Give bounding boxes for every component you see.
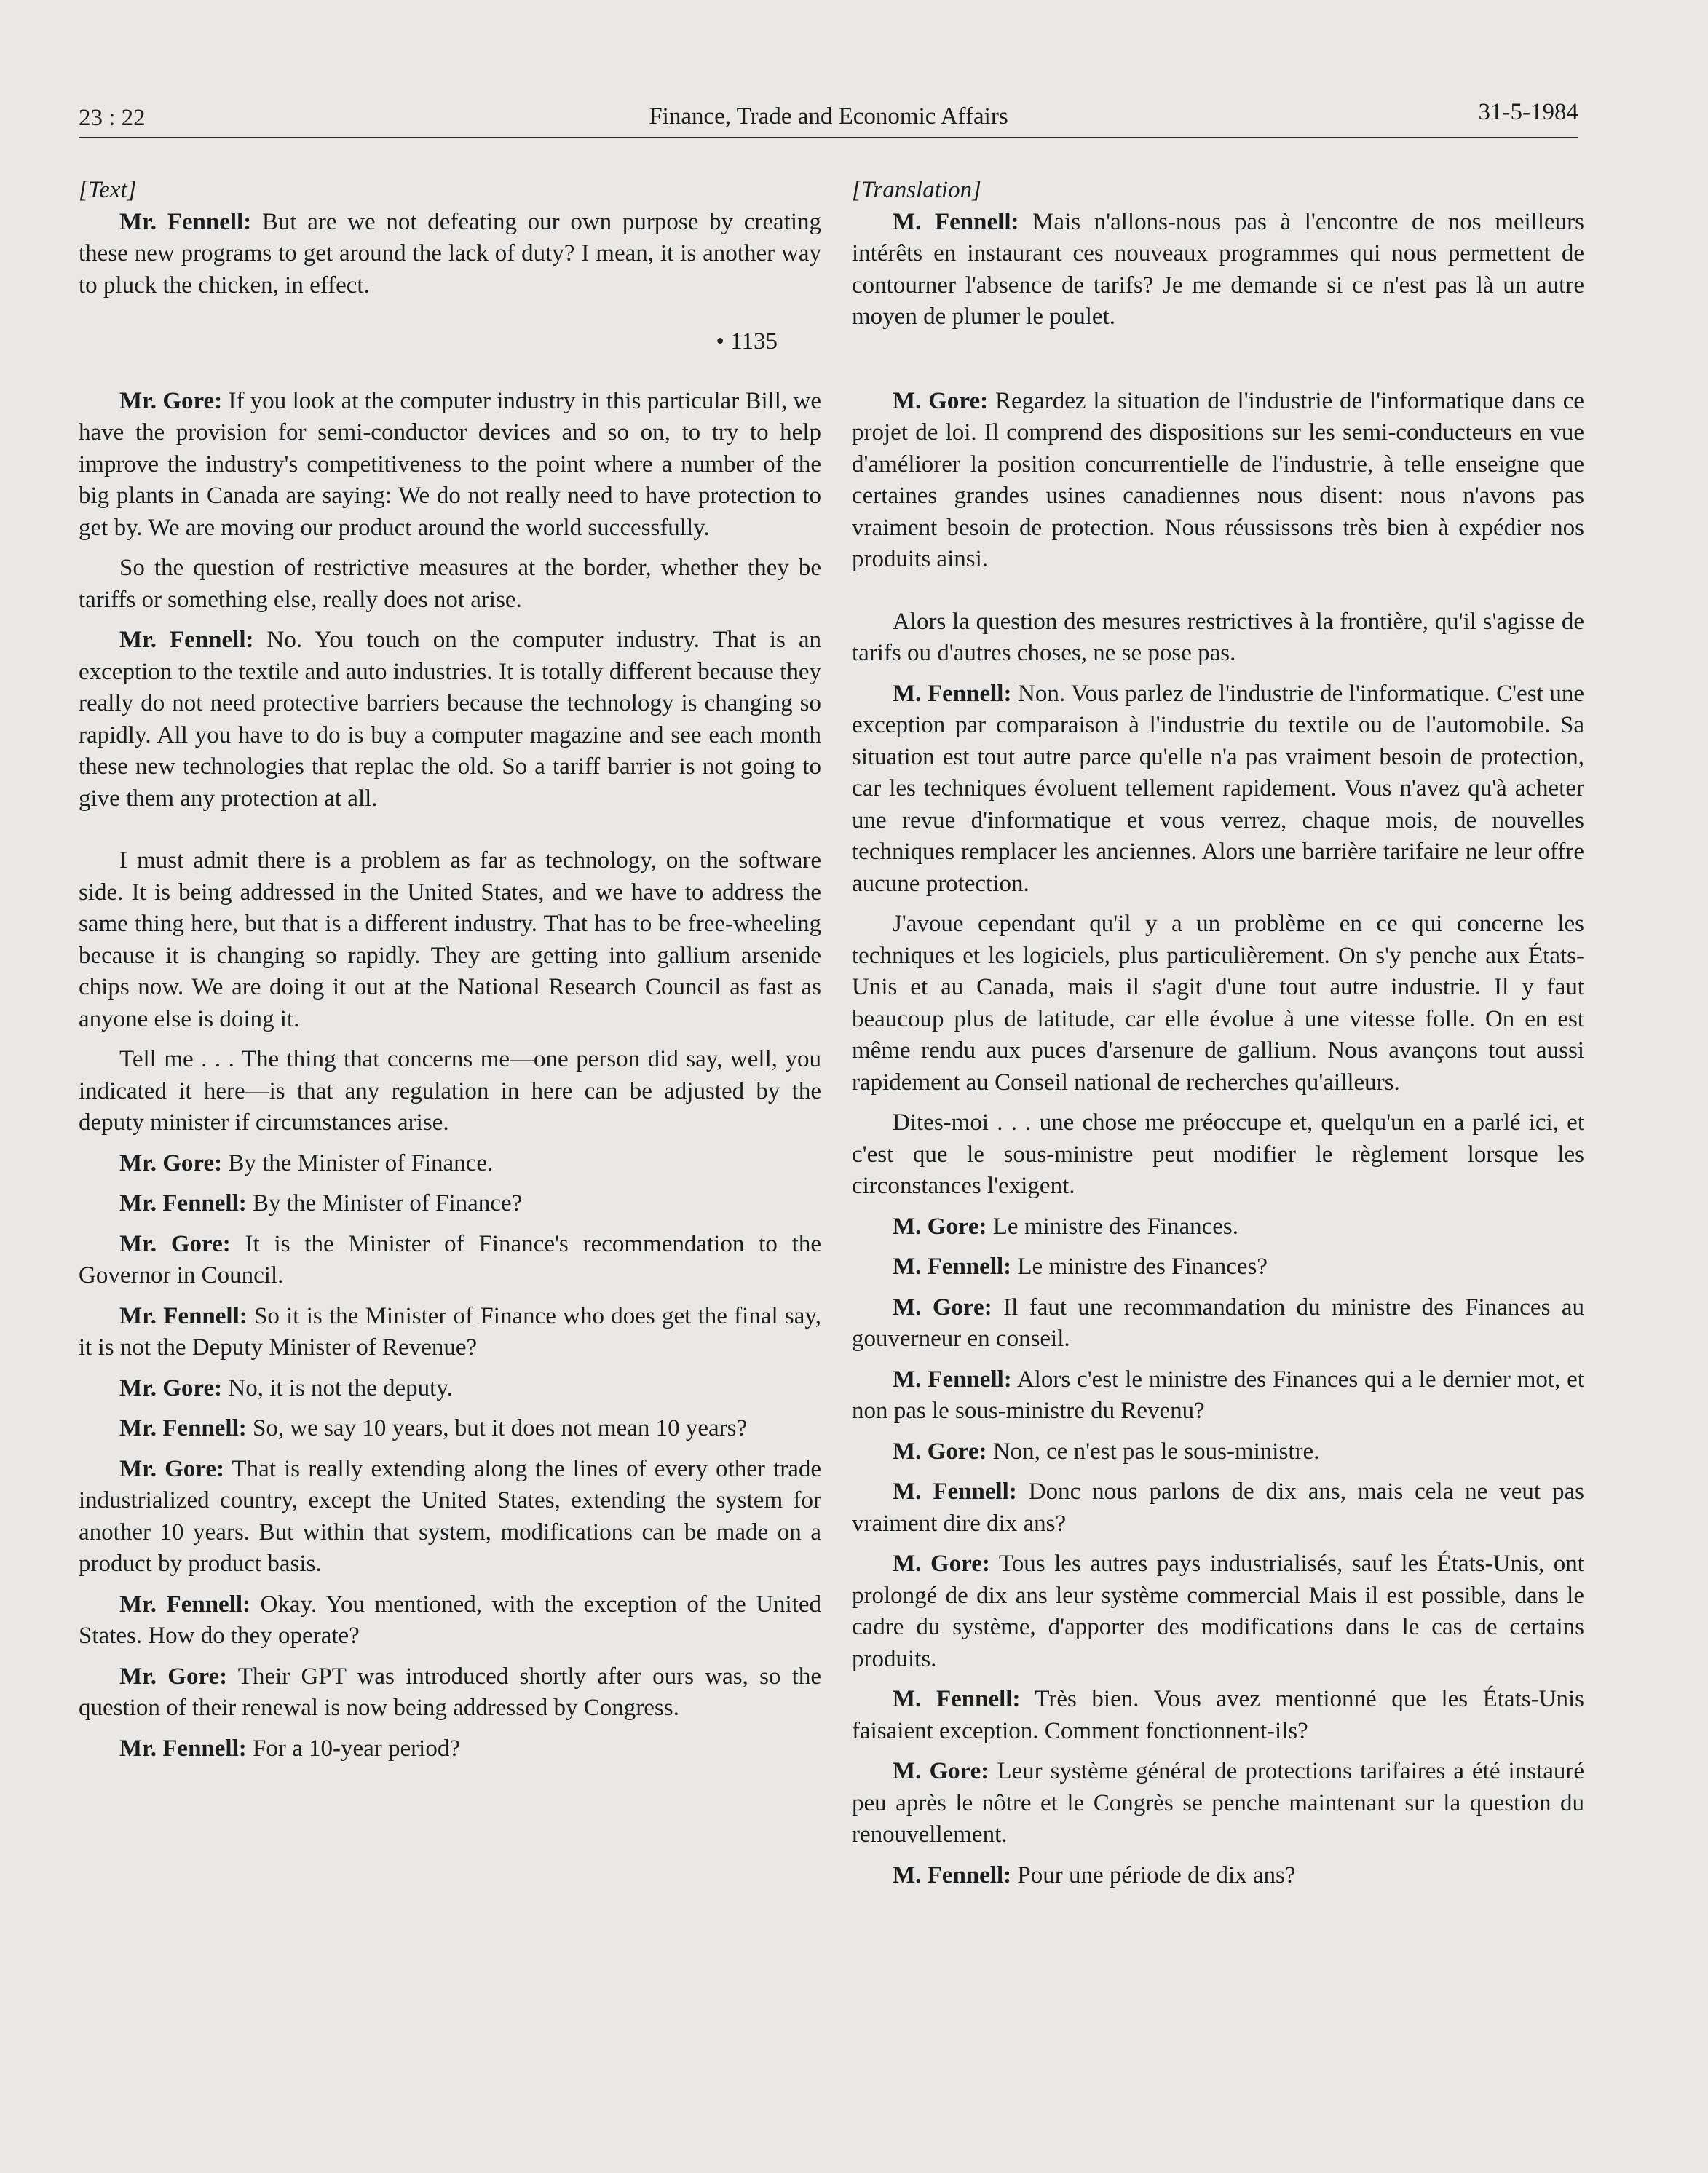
column-label: [Translation] [852, 177, 981, 203]
speaker-name: M. Gore: [893, 1551, 990, 1577]
page-title: Finance, Trade and Economic Affairs [649, 103, 1008, 130]
transcript-paragraph [79, 1148, 821, 1180]
speaker-name: M. Fennell: [893, 1686, 1021, 1712]
paragraph-text: Donc nous parlons de dix ans, mais cela ne veut pas vraiment dire dix ans? [852, 1479, 1584, 1537]
speaker-name: Mr. Gore: [119, 1374, 223, 1401]
english-column [79, 175, 821, 1773]
paragraph-text: It is the Minister of Finance's recommendation to the Governor in Council. [79, 1230, 821, 1289]
page-number: 23 : 22 [79, 105, 146, 131]
speaker-name: M. Gore: [893, 387, 989, 414]
speaker-name: M. Gore: [893, 1758, 989, 1784]
paragraph-text: Alors la question des mesures restrictives à la frontière, qu'il s'agisse de tarifs ou d'autres choses, ne se pose pas. [852, 608, 1584, 666]
speaker-name: Mr. Fennell: [119, 1415, 247, 1441]
paragraph-text: Okay. You mentioned, with the exception of the United States. How do they operate? [79, 1591, 822, 1649]
speaker-name: Mr. Fennell: [119, 1190, 247, 1216]
speaker-name: Mr. Fennell: [119, 1735, 247, 1762]
french-column [852, 175, 1584, 1900]
speaker-name: Mr. Gore: [119, 1230, 231, 1257]
page-date: 31-5-1984 [1478, 99, 1578, 125]
transcript-paragraph [79, 1733, 821, 1765]
speaker-name: M. Gore: [893, 1213, 987, 1240]
paragraph-text: Their GPT was introduced shortly after ours was, so the question of their renewal is now being addressed by Congress. [79, 1663, 821, 1721]
spacer [852, 342, 1584, 364]
speaker-name: M. Gore: [893, 1438, 987, 1465]
transcript-paragraph [852, 1684, 1584, 1747]
speaker-name: M. Fennell: [893, 208, 1019, 235]
paragraph-text: But are we not defeating our own purpose by creating these new programs to get around the lack of duty? I mean, it is another way to pluck the chicken, in effect. [79, 208, 821, 298]
transcript-paragraph [79, 386, 821, 545]
paragraph-text: That is really extending along the lines of every other trade industrialized country, except the United States, extending the system for another 10 years. But within that system, modifications can be made on a product by product basis. [79, 1455, 821, 1577]
paragraph-text: I must admit there is a problem as far as technology, on the software side. It is being addressed in the United States, and we have to address the same thing here, but that is a different industry. That has to be free-wheeling because it is changing so rapidly. They are getting into gallium arsenide chips now. We are doing it out at the National Research Council as fast as anyone else is doing it. [79, 847, 821, 1032]
transcript-paragraph [852, 1756, 1584, 1851]
speaker-name: Mr. Gore: [119, 387, 223, 414]
paragraph-text: Mais n'allons-nous pas à l'encontre de nos meilleurs intérêts en instaurant ces nouveaux programmes qui nous permettent de contourner l'absence de tarifs? Je me demande si ce n'est pas là un autre moyen de plumer le poulet. [852, 208, 1584, 330]
paragraph-text: Le ministre des Finances? [1011, 1254, 1268, 1280]
speaker-name: M. Fennell: [893, 1366, 1012, 1393]
transcript-paragraph [79, 1661, 821, 1725]
transcript-paragraph [852, 1476, 1584, 1540]
transcript-paragraph [79, 1188, 821, 1220]
transcript-paragraph [852, 1292, 1584, 1355]
paragraph-text: Non. Vous parlez de l'industrie de l'informatique. C'est une exception par comparaison à l'industrie du textile ou de l'automobile. Sa situation est tout autre parce qu'elle n'a pas vraiment besoin de protection, car les techniques évoluent tellement rapidement. Vous n'avez qu'à acheter une revue d'informatique et vous verrez, chaque mois, de nouvelles techniques remplacer les anciennes. Alors une barrière tarifaire ne leur offre aucune protection. [852, 680, 1584, 897]
transcript-paragraph [852, 1436, 1584, 1468]
speaker-name: Mr. Fennell: [119, 627, 254, 653]
transcript-paragraph [79, 207, 821, 302]
spacer [852, 364, 1584, 386]
spacer [852, 585, 1584, 606]
transcript-paragraph [852, 386, 1584, 576]
column-label: [Text] [79, 177, 137, 203]
transcript-paragraph [79, 553, 821, 616]
transcript-paragraph [852, 1548, 1584, 1675]
paragraph-text: Dites-moi . . . une chose me préoccupe et, quelqu'un en a parlé ici, et c'est que le sous-ministre peut modifier le règlement lorsque les circonstances l'exigent. [852, 1109, 1584, 1199]
paragraph-text: Regardez la situation de l'industrie de l'informatique dans ce projet de loi. Il comprend des dispositions sur les semi-conducteurs en vue d'améliorer la position concurrentielle de l'industrie, à telle enseigne que certaines grandes usines canadiennes nous disent: nous n'avons pas vraiment besoin de protection. Nous réussissons très bien à expédier nos produits ainsi. [852, 387, 1584, 572]
transcript-paragraph [852, 1860, 1584, 1892]
transcript-paragraph [79, 1454, 821, 1580]
transcript-paragraph [79, 1373, 821, 1405]
paragraph-text: If you look at the computer industry in this particular Bill, we have the provision for semi-conductor devices and so on, to try to help improve the industry's competitiveness to the point where a number of the big plants in Canada are saying: We do not really need to have protection to get by. We are moving our product around the world successfully. [79, 387, 821, 541]
speaker-name: Mr. Fennell: [119, 1591, 251, 1618]
speaker-name: M. Fennell: [893, 1479, 1017, 1505]
transcript-paragraph [852, 909, 1584, 1099]
page-header [79, 96, 1578, 138]
speaker-name: Mr. Fennell: [119, 208, 252, 235]
transcript-paragraph [852, 606, 1584, 670]
time-marker: • 1135 [716, 328, 778, 355]
speaker-name: M. Gore: [893, 1294, 992, 1321]
transcript-paragraph [852, 207, 1584, 333]
transcript-paragraph [79, 1413, 821, 1445]
transcript-paragraph [852, 1211, 1584, 1243]
paragraph-text: Alors c'est le ministre des Finances qui a le dernier mot, et non pas le sous-ministre du Revenu? [852, 1366, 1584, 1424]
transcript-paragraph [79, 1229, 821, 1292]
speaker-name: M. Fennell: [893, 1254, 1012, 1280]
speaker-name: M. Fennell: [893, 1861, 1012, 1888]
speaker-name: Mr. Gore: [119, 1663, 228, 1690]
transcript-paragraph [79, 1301, 821, 1364]
paragraph-text: Le ministre des Finances. [987, 1213, 1239, 1240]
speaker-name: Mr. Gore: [119, 1149, 223, 1176]
transcript-paragraph [79, 1589, 821, 1652]
paragraph-text: Il faut une recommandation du ministre des Finances au gouverneur en conseil. [852, 1294, 1584, 1352]
paragraph-text: No, it is not the deputy. [222, 1374, 453, 1401]
speaker-name: Mr. Fennell: [119, 1302, 248, 1329]
transcript-paragraph [79, 1044, 821, 1139]
spacer [79, 823, 821, 845]
transcript-paragraph [852, 1107, 1584, 1203]
paragraph-text: J'avoue cependant qu'il y a un problème en ce qui concerne les techniques et les logiciels, plus particulièrement. On s'y penche aux États-Unis et au Canada, mais il s'agit d'une tout autre industrie. Il y faut beaucoup plus de latitude, car elle évolue à une vitesse folle. On en est même rendu aux puces d'arsenure de gallium. Nous avançons tout aussi rapidement au Conseil national de recherches qu'ailleurs. [852, 911, 1584, 1096]
paragraph-text: Très bien. Vous avez mentionné que les États-Unis faisaient exception. Comment fonctionnent-ils? [852, 1686, 1584, 1744]
paragraph-text: Non, ce n'est pas le sous-ministre. [987, 1438, 1320, 1465]
transcript-paragraph [79, 845, 821, 1035]
transcript-paragraph [79, 625, 821, 815]
paragraph-text: By the Minister of Finance. [222, 1149, 494, 1176]
speaker-name: Mr. Gore: [119, 1455, 224, 1482]
paragraph-text: Tous les autres pays industrialisés, sauf les États-Unis, ont prolongé de dix ans leur système commercial Mais il est possible, dans le cadre du système, d'apporter des modifications dans le cas de certains produits. [852, 1551, 1584, 1672]
paragraph-text: Tell me . . . The thing that concerns me—one person did say, well, you indicated it here—is that any regulation in here can be adjusted by the deputy minister if circumstances arise. [79, 1046, 821, 1136]
transcript-paragraph [852, 1251, 1584, 1283]
paragraph-text: So it is the Minister of Finance who does get the final say, it is not the Deputy Minister of Revenue? [79, 1302, 821, 1361]
paragraph-text: Leur système général de protections tarifaires a été instauré peu après le nôtre et le Congrès se penche maintenant sur la question du renouvellement. [852, 1758, 1584, 1848]
speaker-name: M. Fennell: [893, 680, 1012, 707]
paragraph-text: So, we say 10 years, but it does not mean 10 years? [246, 1415, 748, 1441]
paragraph-text: By the Minister of Finance? [246, 1190, 523, 1216]
paragraph-text: Pour une période de dix ans? [1011, 1861, 1296, 1888]
paragraph-text: For a 10-year period? [246, 1735, 460, 1762]
transcript-paragraph [852, 678, 1584, 901]
paragraph-text: No. You touch on the computer industry. That is an exception to the textile and auto industries. It is totally different because they really do not need protective barriers because the technology is changing so rapidly. All you have to do is buy a computer magazine and see each month these new technologies that replac the old. So a tariff barrier is not going to give them any protection at all. [79, 627, 822, 812]
paragraph-text: So the question of restrictive measures at the border, whether they be tariffs or something else, really does not arise. [79, 555, 821, 613]
transcript-paragraph [852, 1364, 1584, 1428]
